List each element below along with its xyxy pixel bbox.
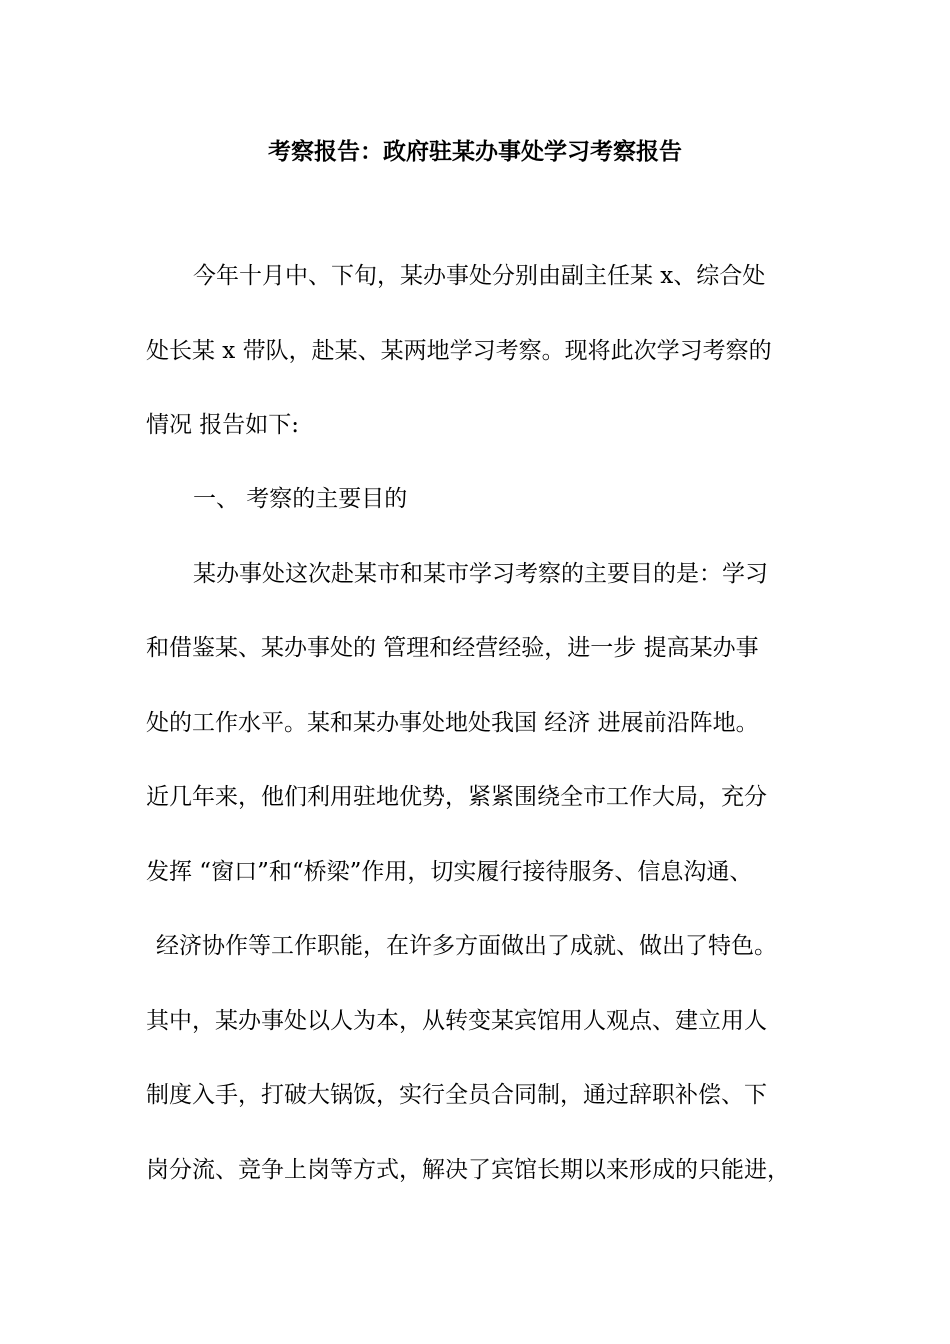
paragraph-line: 今年十月中、下旬，某办事处分别由副主任某 x、综合处 (193, 263, 766, 289)
paragraph-line: 发挥 “窗口”和“桥梁”作用，切实履行接待服务、信息沟通、 (146, 859, 753, 885)
section-heading: 一、 考察的主要目的 (193, 486, 408, 512)
paragraph-line: 处的工作水平。某和某办事处地处我国 经济 进展前沿阵地。 (146, 710, 759, 736)
document-title: 考察报告：政府驻某办事处学习考察报告 (268, 138, 682, 165)
paragraph-line: 处长某 x 带队，赴某、某两地学习考察。现将此次学习考察的 (146, 338, 772, 364)
paragraph-line: 情况 报告如下: (146, 412, 300, 438)
paragraph-line: 经济协作等工作职能，在许多方面做出了成就、做出了特色。 (156, 933, 777, 959)
paragraph-line: 岗分流、竞争上岗等方式，解决了宾馆长期以来形成的只能进， (146, 1157, 790, 1183)
paragraph-line: 其中，某办事处以人为本，从转变某宾馆用人观点、建立用人 (146, 1008, 767, 1034)
paragraph-line: 和借鉴某、某办事处的 管理和经营经验，进一步 提高某办事 (146, 635, 759, 661)
paragraph-line: 制度入手，打破大锅饭，实行全员合同制，通过辞职补偿、下 (146, 1082, 767, 1108)
paragraph-line: 某办事处这次赴某市和某市学习考察的主要目的是：学习 (193, 561, 768, 587)
paragraph-line: 近几年来，他们利用驻地优势，紧紧围绕全市工作大局，充分 (146, 784, 767, 810)
